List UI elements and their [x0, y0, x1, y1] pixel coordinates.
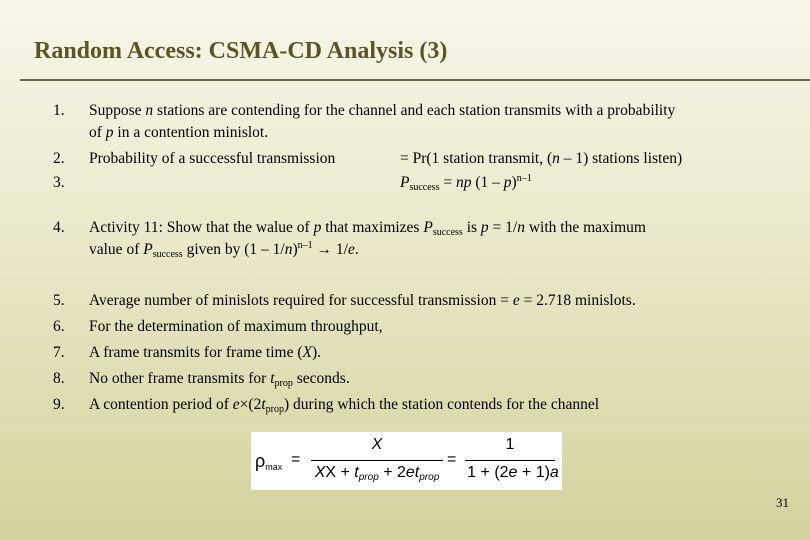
item-number: 8. [53, 370, 65, 387]
fraction-numerator: X [371, 436, 383, 453]
item-number: 3. [53, 174, 65, 191]
item-number: 7. [53, 344, 65, 361]
item-text: Suppose n stations are contending for the channel and each station transmits with a probability [89, 102, 676, 119]
equals-sign: = [291, 451, 301, 468]
item-text: A contention period of $e\times(2t_{prop})$ during which the station contends for the channel [89, 396, 600, 415]
fraction-bar [465, 460, 555, 461]
item-text: Probability of a successful transmission [89, 150, 336, 167]
item-equation: = Pr(1 station transmit, (n – 1) stations listen) [400, 150, 683, 167]
max-throughput-formula [251, 432, 562, 490]
item-text: value of $P_{success}$ given by (1 – 1/n)$^{n-1}$ → 1/e. [89, 240, 359, 260]
item-number: 2. [53, 150, 65, 167]
fraction-bar [311, 460, 443, 461]
item-text: of p in a contention minislot. [89, 124, 269, 141]
item-number: 1. [53, 102, 65, 119]
item-number: 9. [53, 396, 65, 413]
equals-sign: = [447, 451, 457, 468]
item-text: A frame transmits for frame time (X). [89, 344, 321, 361]
fraction-numerator: 1 [505, 436, 515, 453]
fraction-denominator: 1 + (2e + 1)a [467, 464, 559, 481]
item-text: Average number of minislots required for successful transmission = e = 2.718 minislots. [89, 292, 636, 309]
item-number: 5. [53, 292, 65, 309]
item-number: 4. [53, 219, 65, 236]
item-text: Activity 11: Show that the walue of p that maximizes $P_{success}$ is p = 1/n with the maximum [89, 219, 646, 238]
fraction-denominator: XX + $t_{prop} + 2et_{prop}$ [314, 464, 440, 483]
title-divider [20, 79, 810, 81]
page-number: 31 [776, 495, 789, 510]
rho-max-symbol: $\rho_{max}$ [255, 451, 283, 472]
slide-title: Random Access: CSMA-CD Analysis (3) [34, 38, 448, 64]
item-text: No other frame transmits for $t_{prop}$ seconds. [89, 370, 350, 389]
item-number: 6. [53, 318, 65, 335]
item-equation: $P_{success}$ = np (1 – p)$^{n-1}$ [400, 173, 532, 193]
item-text: For the determination of maximum throughput, [89, 318, 383, 335]
